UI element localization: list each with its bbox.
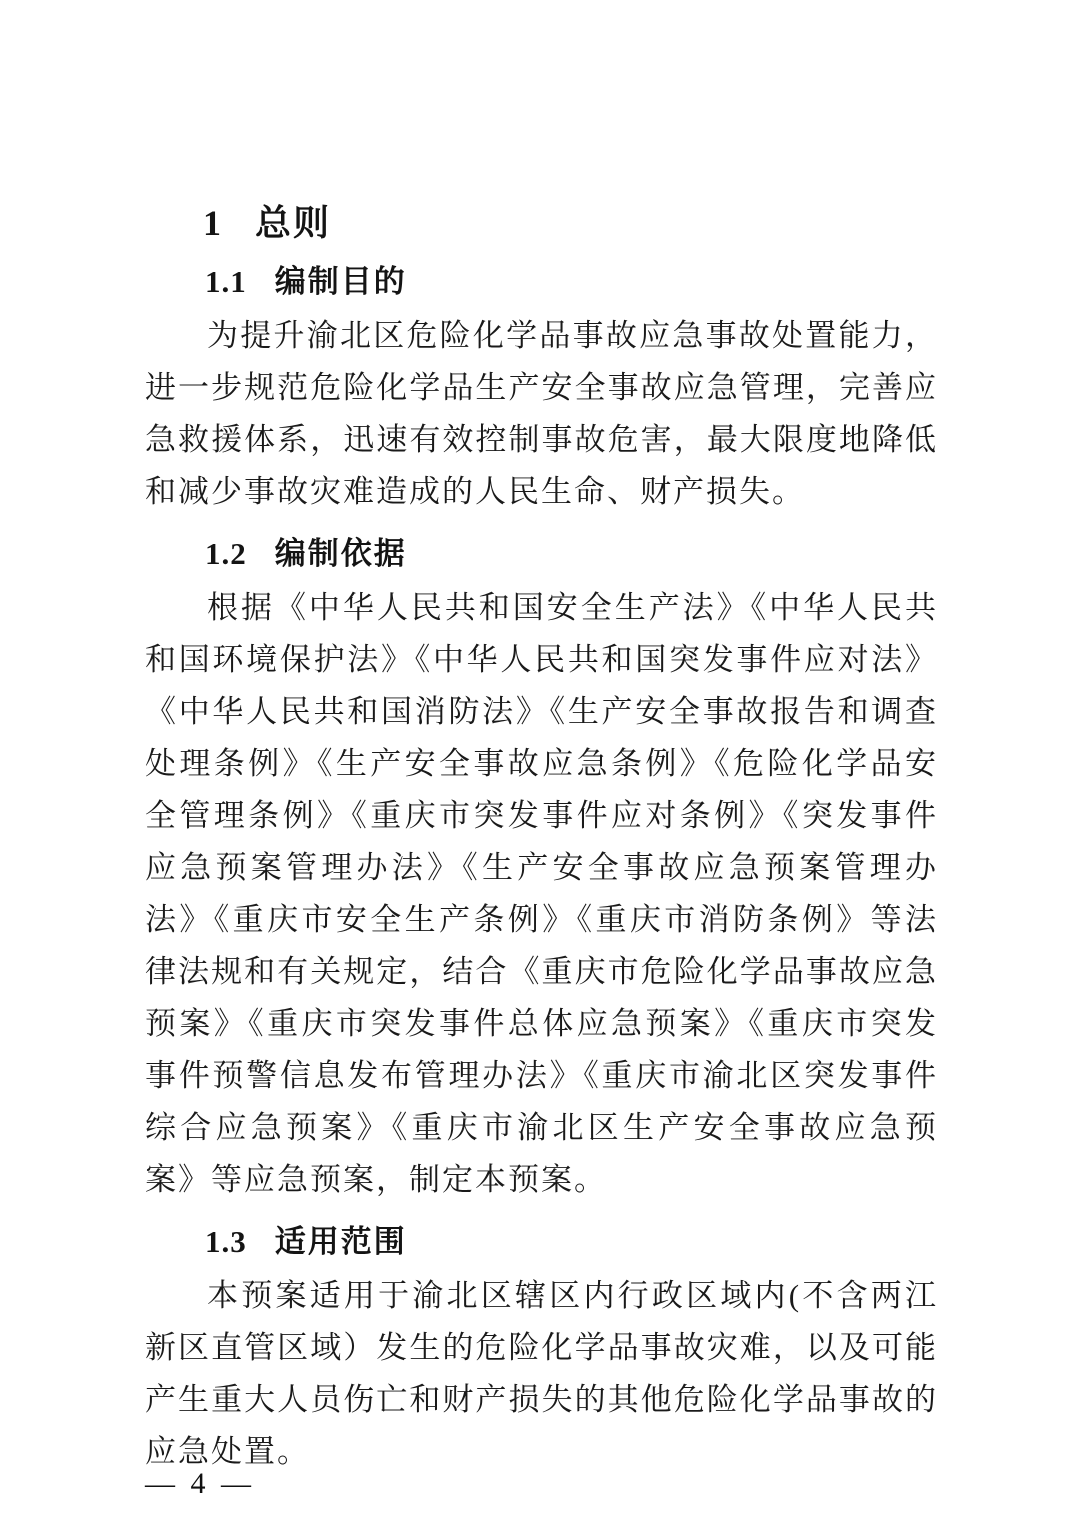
section-number: 1.3: [205, 1224, 247, 1259]
section-number: 1.1: [205, 264, 247, 299]
page-number: — 4 —: [145, 1467, 255, 1500]
section-heading: [205, 1222, 938, 1262]
section-paragraph: 本预案适用于渝北区辖区内行政区域内(不含两江新区直管区域）发生的危险化学品事故灾难，以及可能产生重大人员伤亡和财产损失的其他危险化学品事故的应急处置。: [145, 1278, 938, 1469]
section-number: 1.2: [205, 536, 247, 571]
section-compilation-basis: [145, 534, 938, 1206]
page-footer: [0, 1464, 1074, 1504]
section-title: 适用范围: [274, 1224, 407, 1259]
chapter-title: 总则: [255, 202, 332, 243]
section-paragraph: 为提升渝北区危险化学品事故应急事故处置能力，进一步规范危险化学品生产安全事故应急管理，完善应急救援体系，迅速有效控制事故危害，最大限度地降低和减少事故灾难造成的人民生命、财产损失。: [145, 318, 938, 509]
section-title: 编制依据: [274, 536, 407, 571]
section-scope-of-application: [145, 1222, 938, 1478]
chapter-number: 1: [203, 203, 223, 243]
section-paragraph: 根据《中华人民共和国安全生产法》《中华人民共和国环境保护法》《中华人民共和国突发事件应对法》《中华人民共和国消防法》《生产安全事故报告和调查处理条例》《生产安全事故应急条例》《危险化学品安全管理条例》《重庆市突发事件应对条例》《突发事件应急预案管理办法》《生产安全事故应急预案管理办法》《重庆市安全生产条例》《重庆市消防条例》等法律法规和有关规定，结合《重庆市危险化学品事故应急预案》《重庆市突发事件总体应急预案》《重庆市突发事件预警信息发布管理办法》《重庆市渝北区突发事件综合应急预案》《重庆市渝北区生产安全事故应急预案》等应急预案，制定本预案。: [145, 590, 938, 1197]
section-heading: [205, 534, 938, 574]
section-compilation-purpose: [145, 262, 938, 518]
chapter-heading: [203, 200, 938, 246]
section-title: 编制目的: [274, 264, 407, 299]
section-heading: [205, 262, 938, 302]
